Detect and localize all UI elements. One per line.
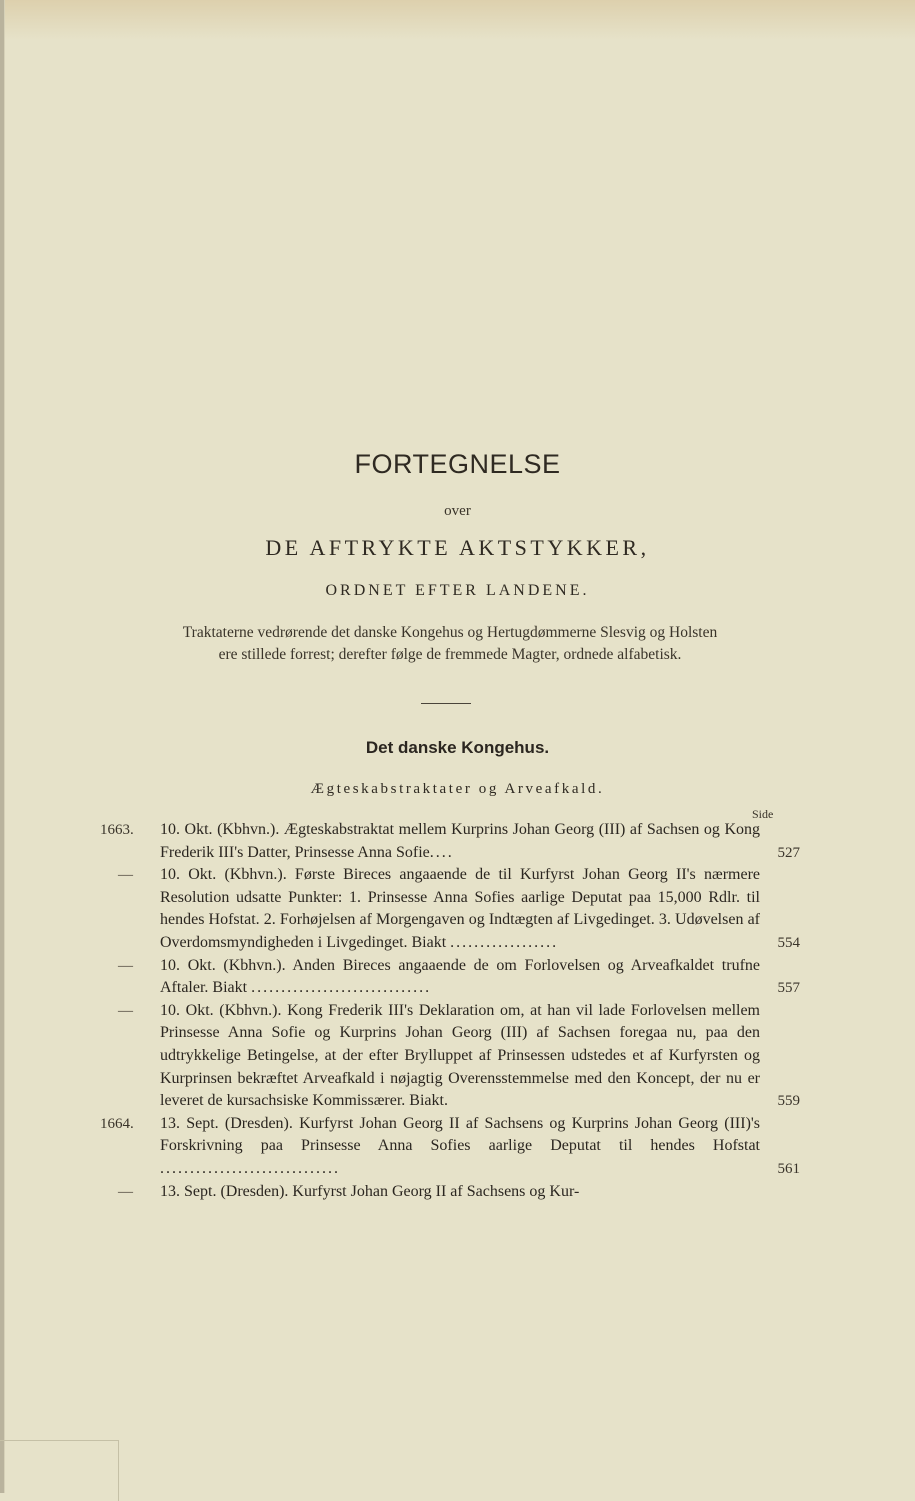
entry-text: 10. Okt. (Kbhvn.). Kong Frederik III's Deklaration om, at han vil lade Forlovelsen mellem Prinsesse Anna Sofie og Kurprins Johan Georg (III) af Sachsen foregaa nu, paa den udtrykkelige Betingelse, at der efter Brylluppet af Prinsessen udstedes et af Kurfyrsten og Kurprinsen bekræftet Arveafkald i nøjagtig Overensstemmelse med den Koncept, der nu er leveret de kursachsiske Kommissærer. Biakt. [160, 1001, 760, 1110]
list-item [100, 1113, 800, 1181]
subsection-heading: Ægteskabstraktater og Arveafkald. [310, 781, 605, 797]
dot-leader: .............................. [160, 1159, 340, 1177]
section-divider [421, 703, 471, 704]
entry-text: 10. Okt. (Kbhvn.). Første Bireces angaaende de til Kurfyrst Johan Georg II's nærmere Resolution udsatte Punkter: 1. Prinsesse Anna Sofies aarlige Deputat paa 15,000 Rdlr. til hendes Hofstat. 2. Forhøjelsen af Morgengaven og Indtægten af Livgedinget. 3. Udøvelsen af Overdomsmyndigheden i Livgedinget. Biakt [160, 866, 760, 951]
entry-page-number: 561 [777, 1160, 800, 1177]
dot-leader: .................. [450, 933, 559, 951]
dot-leader: .... [429, 843, 454, 861]
entry-year-ditto: — [118, 1002, 133, 1019]
entry-text: 10. Okt. (Kbhvn.). Ægteskabstraktat mellem Kurprins Johan Georg (III) af Sachsen og Kong Frederik III's Datter, Prinsesse Anna Sofie [160, 821, 760, 861]
list-item [100, 864, 800, 954]
entry-text: 10. Okt. (Kbhvn.). Anden Bireces angaaende de om Forlovelsen og Arveafkaldet trufne Aftaler. Biakt [160, 956, 760, 997]
document-subtitle-2: ORDNET EFTER LANDENE. [325, 582, 590, 599]
list-item [100, 955, 800, 1000]
intro-line-2: ere stillede forrest; derefter følge de fremmede Magter, ordnede alfabetisk. [218, 646, 682, 663]
entry-year-ditto: — [118, 957, 133, 974]
entry-text: 13. Sept. (Dresden). Kurfyrst Johan Georg II af Sachsens og Kur- [160, 1182, 580, 1200]
entry-text: 13. Sept. (Dresden). Kurfyrst Johan Georg II af Sachsens og Kurprins Johan Georg (III)'s Forskrivning paa Prinsesse Anna Sofies aarlige Deputat til hendes Hofstat [160, 1114, 760, 1155]
entry-year: 1664. [100, 1115, 134, 1132]
page-corner-mark [0, 1440, 119, 1501]
title-connector: over [444, 503, 471, 519]
list-item [100, 1181, 800, 1204]
dot-leader: .............................. [251, 979, 432, 997]
page-top-shade [0, 0, 915, 40]
entry-year: 1663. [100, 822, 134, 838]
entry-page-number: 554 [777, 934, 800, 951]
document-subtitle: DE AFTRYKTE AKTSTYKKER, [265, 535, 650, 560]
list-item [100, 1000, 800, 1113]
entry-year-ditto: — [118, 1183, 133, 1200]
page-column-label: Side [752, 807, 774, 821]
list-item [100, 819, 800, 864]
entry-year-ditto: — [118, 867, 133, 884]
entry-page-number: 559 [777, 1093, 800, 1110]
entry-list [100, 819, 800, 1203]
intro-paragraph [100, 622, 800, 666]
entry-page-number: 557 [777, 980, 800, 997]
entry-page-number: 527 [777, 844, 800, 861]
intro-line-1: Traktaterne vedrørende det danske Kongehus og Hertugdømmerne Slesvig og Holsten [182, 624, 718, 641]
section-heading: Det danske Kongehus. [365, 738, 550, 757]
document-title: FORTEGNELSE [354, 449, 561, 479]
